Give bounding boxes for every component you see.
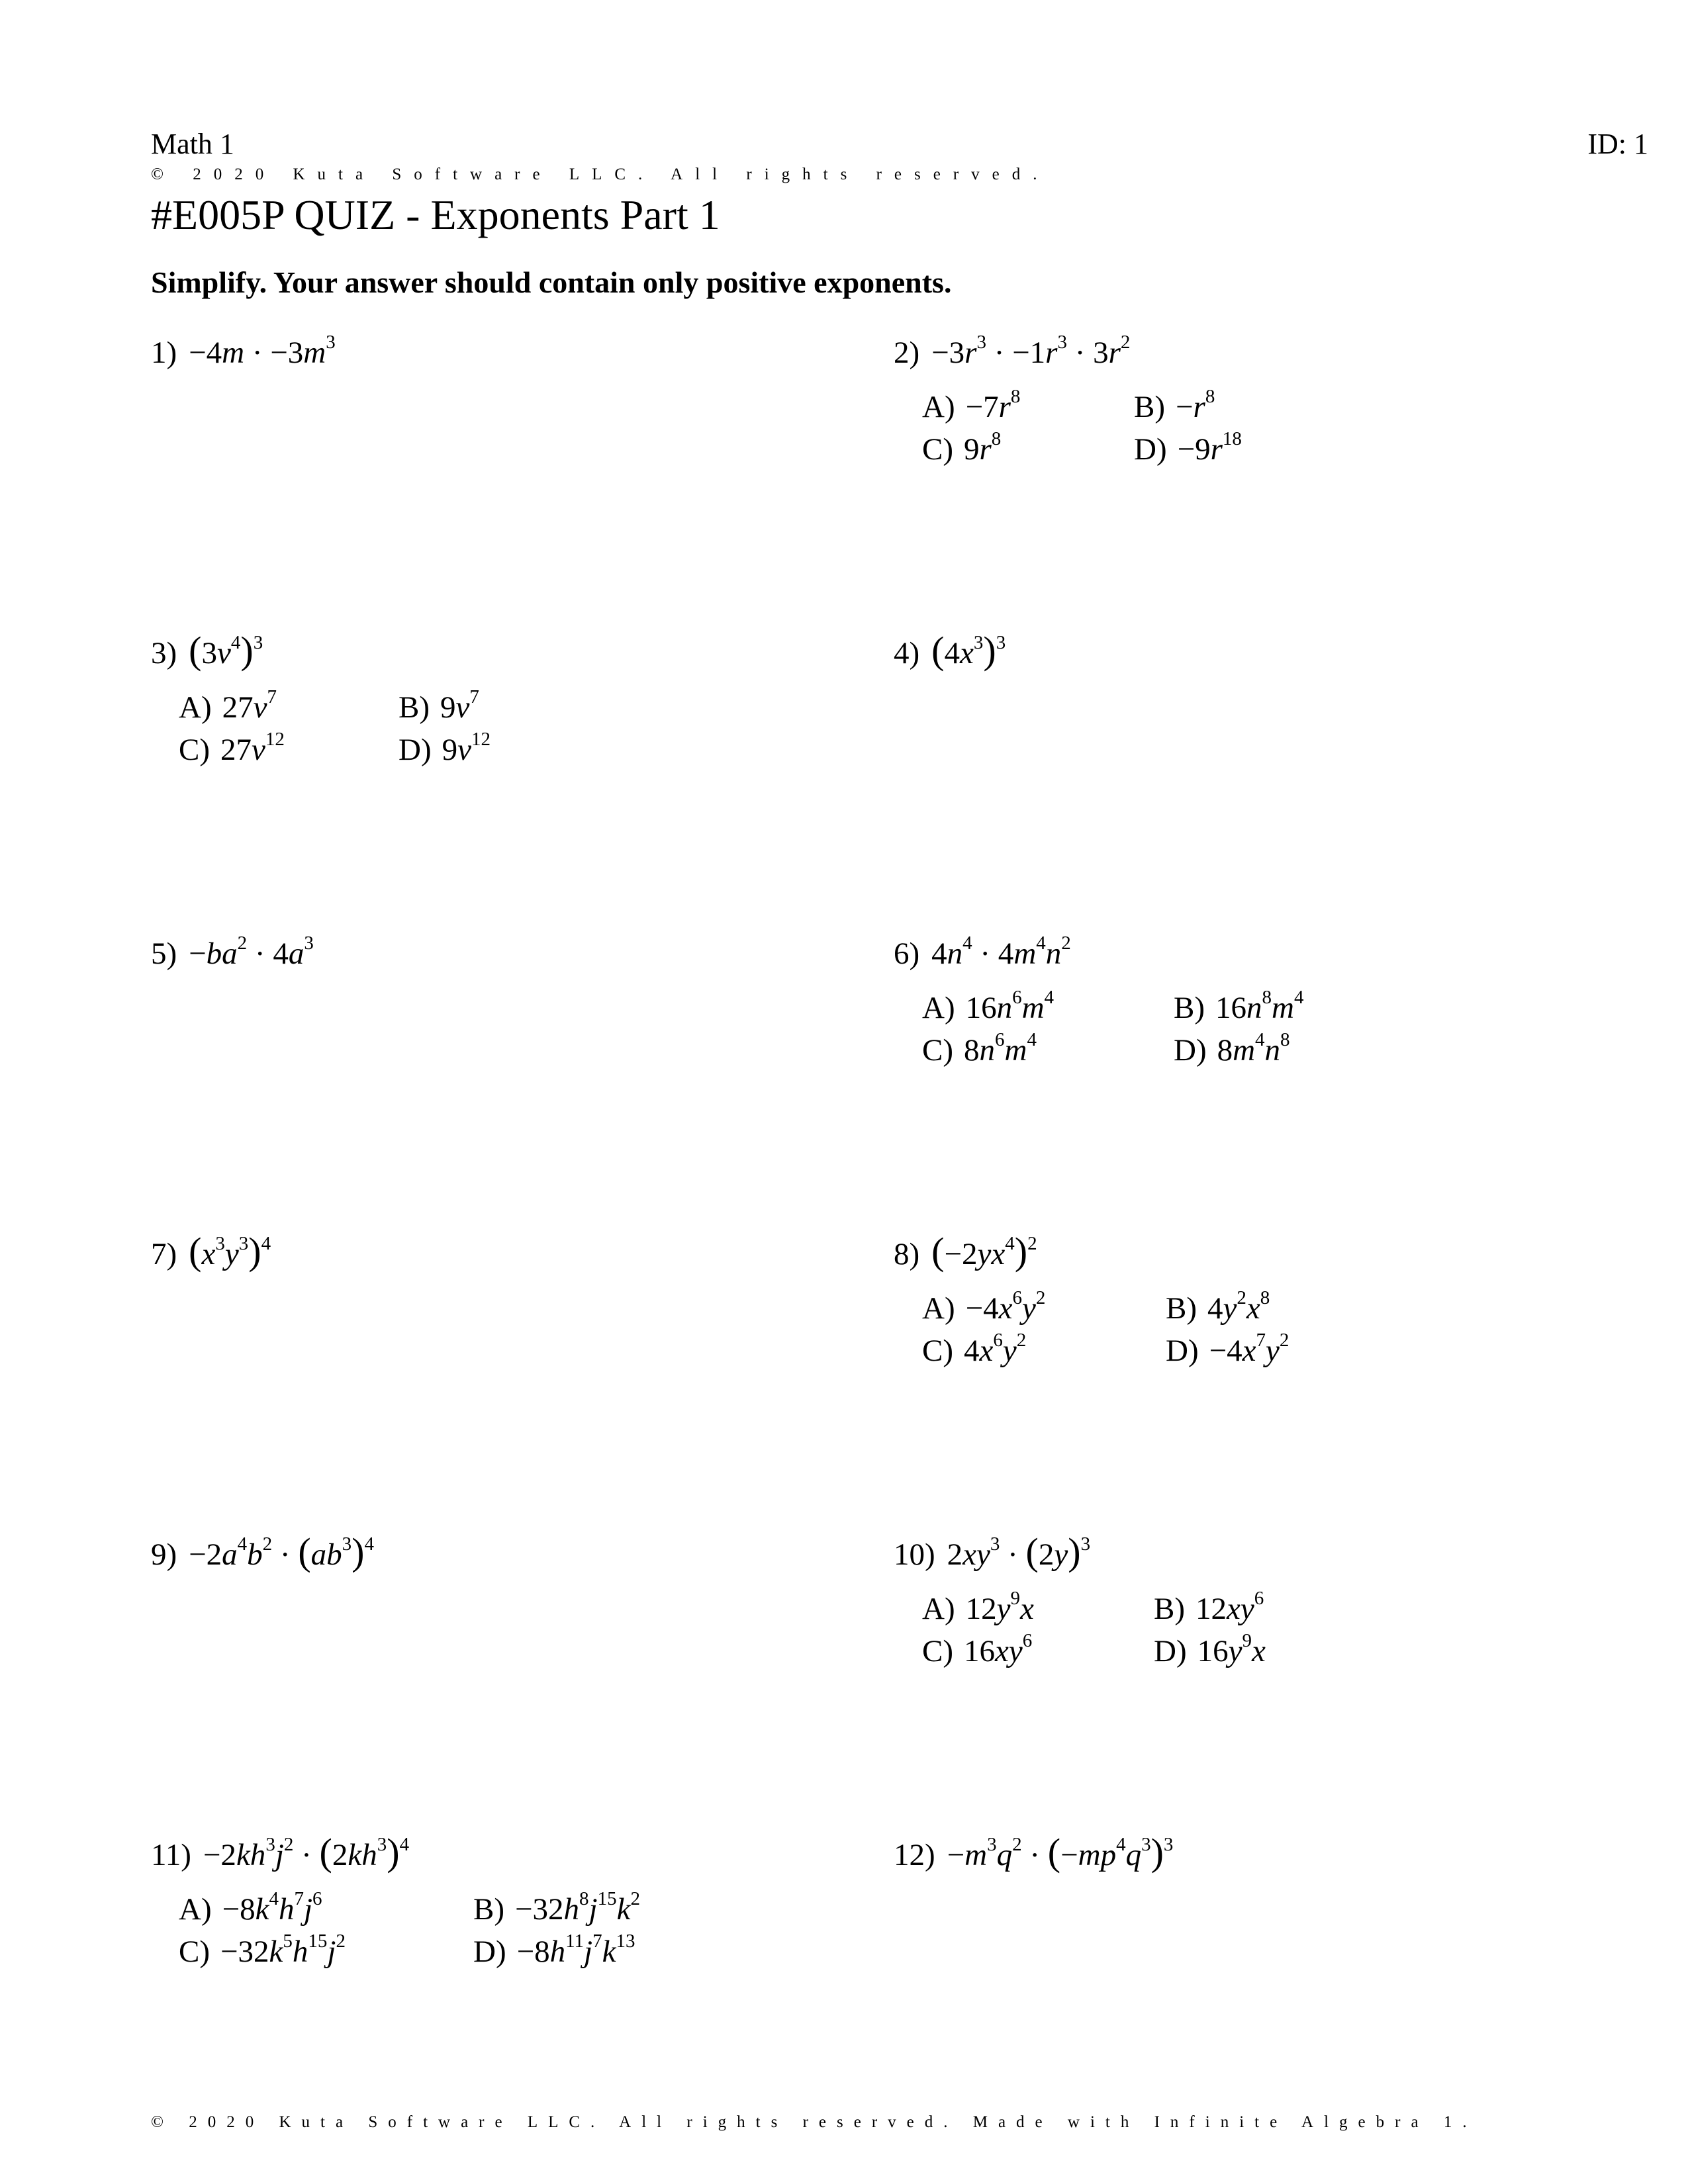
course-name: Math 1 (151, 128, 234, 160)
choice-a[interactable]: A) $12y^9x$ (922, 1588, 1034, 1626)
choice-b[interactable]: B) $9v^7$ (399, 686, 479, 725)
problem-number: 11) (151, 1838, 191, 1872)
choice-d[interactable]: $D) -9r^{18}$ (1134, 428, 1242, 467)
problem-3 (151, 629, 263, 672)
problem-7 (151, 1230, 271, 1273)
choice-c[interactable]: $C) -32k^5h^{15}j^2$ (179, 1931, 346, 1969)
problem-expression: $(x^3y^3)^4$ (189, 1230, 271, 1273)
choice-d[interactable]: D) $16y^9x$ (1154, 1630, 1266, 1668)
problem-number: 3) (151, 636, 177, 670)
choice-a[interactable]: A) $16n^6m^4$ (922, 987, 1055, 1025)
worksheet-id: ID: 1 (1587, 128, 1648, 160)
footer-copyright: © 2020 Kuta Software LLC. All rights reserved. Made with Infinite Algebra 1. (151, 2113, 1477, 2131)
problem-expression: $(4x^3)^3$ (931, 629, 1006, 672)
choice-c[interactable]: C) $4x^6y^2$ (922, 1330, 1027, 1368)
problem-expression: $-3r^3 \cdot -1r^3 \cdot 3r^2$ (931, 332, 1131, 370)
problem-number: 9) (151, 1537, 177, 1572)
choice-a[interactable]: $A) -7r^8$ (922, 386, 1021, 424)
problem-expression: $2xy^3 \cdot (2y)^3$ (947, 1530, 1091, 1573)
choice-d[interactable]: D) $8m^4n^8$ (1174, 1029, 1290, 1068)
instructions: Simplify. Your answer should contain only positive exponents. (151, 265, 952, 299)
problem-number: 12) (894, 1838, 935, 1872)
choice-c[interactable]: C) $8n^6m^4$ (922, 1029, 1037, 1068)
problem-number: 1) (151, 336, 177, 370)
choice-a[interactable]: $A) -8k^4h^7j^6$ (179, 1888, 322, 1927)
problem-1 (151, 332, 336, 371)
problem-expression: $-2kh^3j^2 \cdot (2kh^3)^4$ (203, 1831, 410, 1874)
choice-a[interactable]: A) $27v^7$ (179, 686, 277, 725)
choice-a[interactable]: $A) -4x^6y^2$ (922, 1287, 1046, 1326)
choice-d[interactable]: $D) -8h^{11}j^7k^{13}$ (473, 1931, 635, 1969)
choice-b[interactable]: $B) -r^8$ (1134, 386, 1215, 424)
problem-number: 8) (894, 1237, 920, 1271)
problem-11 (151, 1831, 410, 1874)
problem-expression: $(3v^4)^3$ (189, 629, 263, 672)
choice-c[interactable]: C) $9r^8$ (922, 428, 1002, 467)
choice-b[interactable]: B) $4y^2x^8$ (1166, 1287, 1270, 1326)
choice-b[interactable]: $B) -32h^8j^{15}k^2$ (473, 1888, 640, 1927)
problem-2 (894, 332, 1131, 371)
choice-d[interactable]: D) $9v^{12}$ (399, 729, 491, 767)
problem-10 (894, 1530, 1091, 1573)
problem-5 (151, 933, 314, 972)
choice-c[interactable]: C) $16xy^6$ (922, 1630, 1033, 1668)
problem-number: 4) (894, 636, 920, 670)
problem-expression: $-m^3q^2 \cdot (-mp^4q^3)^3$ (947, 1831, 1174, 1874)
choice-d[interactable]: $D) -4x^7y^2$ (1166, 1330, 1289, 1368)
problem-number: 6) (894, 936, 920, 971)
problem-4 (894, 629, 1006, 672)
problem-number: 2) (894, 336, 920, 370)
choice-b[interactable]: B) $12xy^6$ (1154, 1588, 1264, 1626)
problem-expression: $-2a^4b^2 \cdot (ab^3)^4$ (189, 1530, 374, 1573)
problem-number: 7) (151, 1237, 177, 1271)
problem-9 (151, 1530, 374, 1573)
problem-6 (894, 933, 1071, 972)
problem-number: 10) (894, 1537, 935, 1572)
problem-expression: $4n^4 \cdot 4m^4n^2$ (931, 933, 1071, 971)
choice-b[interactable]: B) $16n^8m^4$ (1174, 987, 1304, 1025)
choice-c[interactable]: C) $27v^{12}$ (179, 729, 285, 767)
problem-number: 5) (151, 936, 177, 971)
problem-12 (894, 1831, 1174, 1874)
problem-expression: $(-2yx^4)^2$ (931, 1230, 1037, 1273)
problem-expression: $-ba^2 \cdot 4a^3$ (189, 933, 314, 971)
page-title: #E005P QUIZ - Exponents Part 1 (151, 191, 720, 238)
problem-expression: $-4m \cdot -3m^3$ (189, 332, 336, 370)
problem-8 (894, 1230, 1037, 1273)
header-copyright: © 2020 Kuta Software LLC. All rights reserved. (151, 165, 1050, 183)
